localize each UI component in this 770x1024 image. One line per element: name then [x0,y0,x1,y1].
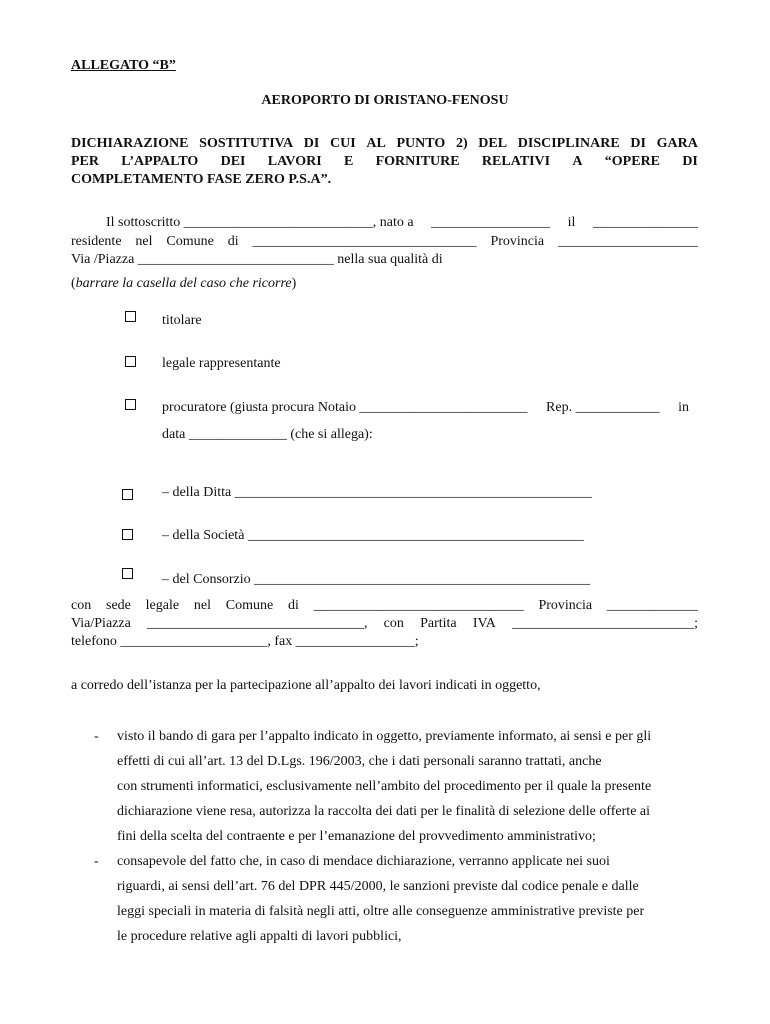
bullet-2-line-1: consapevole del fatto che, in caso di mendace dichiarazione, verranno applicate nei suoi [117,854,610,869]
seat-line-1: con sede legale nel Comune di ______________________________ Provincia _____________ [71,598,698,613]
checkbox-procuratore[interactable] [125,399,136,410]
checkbox-ditta[interactable] [122,489,133,500]
bullet-1-line-2: effetti di cui all’art. 13 del D.Lgs. 196/2003, che i dati personali saranno trattati, anche [117,754,602,769]
bullet-2-line-2: riguardi, ai sensi dell’art. 76 del DPR 445/2000, le sanzioni previste dal codice penale e dalle [117,879,639,894]
seat-line-2: Via/Piazza _______________________________, con Partita IVA __________________________; [71,616,698,631]
option-titolare-label: titolare [162,313,202,328]
bullet-1-line-5: fini della scelta del contraente e per l’emanazione del provvedimento amministrativo; [117,829,596,844]
bullet-dash-2: - [94,854,99,869]
bullet-1-line-1: visto il bando di gara per l’appalto indicato in oggetto, previamente informato, ai sensi e per gli [117,729,652,744]
checkbox-consorzio[interactable] [122,568,133,579]
checkbox-titolare[interactable] [125,311,136,322]
allegato-label: ALLEGATO “B” [71,58,176,73]
doc-title-line-1: DICHIARAZIONE SOSTITUTIVA DI CUI AL PUNTO 2) DEL DISCIPLINARE DI GARA [71,136,698,151]
bullet-dash-1: - [94,729,99,744]
bullet-1-line-4: dichiarazione viene resa, autorizza la raccolta dei dati per le finalità di selezione delle offerte ai [117,804,651,819]
option-consorzio-label: – del Consorzio ________________________________________________ [162,572,591,587]
option-ditta-label: – della Ditta ___________________________________________________ [162,485,592,500]
bullet-2-line-3: leggi speciali in materia di falsità negli atti, oltre alle conseguenze amministrative previste per [117,904,645,919]
instruction: (barrare la casella del caso che ricorre) [71,276,297,291]
intro-line-2: residente nel Comune di ________________________________ Provincia ____________________ [71,234,698,249]
corredo-text: a corredo dell’istanza per la partecipazione all’appalto dei lavori indicati in oggetto, [71,678,541,693]
bullet-2-line-4: le procedure relative agli appalti di lavori pubblici, [117,929,402,944]
checkbox-legale-rappresentante[interactable] [125,356,136,367]
option-procuratore-line-1: procuratore (giusta procura Notaio ________________________ Rep. ____________ in [162,400,689,415]
intro-line-3: Via /Piazza ____________________________ nella sua qualità di [71,252,443,267]
doc-title-line-3: COMPLETAMENTO FASE ZERO P.S.A”. [71,172,332,187]
checkbox-societa[interactable] [122,529,133,540]
doc-title-line-2: PER L’APPALTO DEI LAVORI E FORNITURE RELATIVI A “OPERE DI [71,154,698,169]
intro-line-1: Il sottoscritto ___________________________, nato a _________________ il _______________ [106,215,698,230]
bullet-1-line-3: con strumenti informatici, esclusivamente nell’ambito del procedimento per il quale la presente [117,779,652,794]
option-legale-label: legale rappresentante [162,356,281,371]
airport-title: AEROPORTO DI ORISTANO-FENOSU [261,93,509,108]
option-societa-label: – della Società ________________________________________________ [162,528,584,543]
seat-line-3: telefono _____________________, fax _________________; [71,634,419,649]
option-procuratore-line-2: data ______________ (che si allega): [162,427,373,442]
